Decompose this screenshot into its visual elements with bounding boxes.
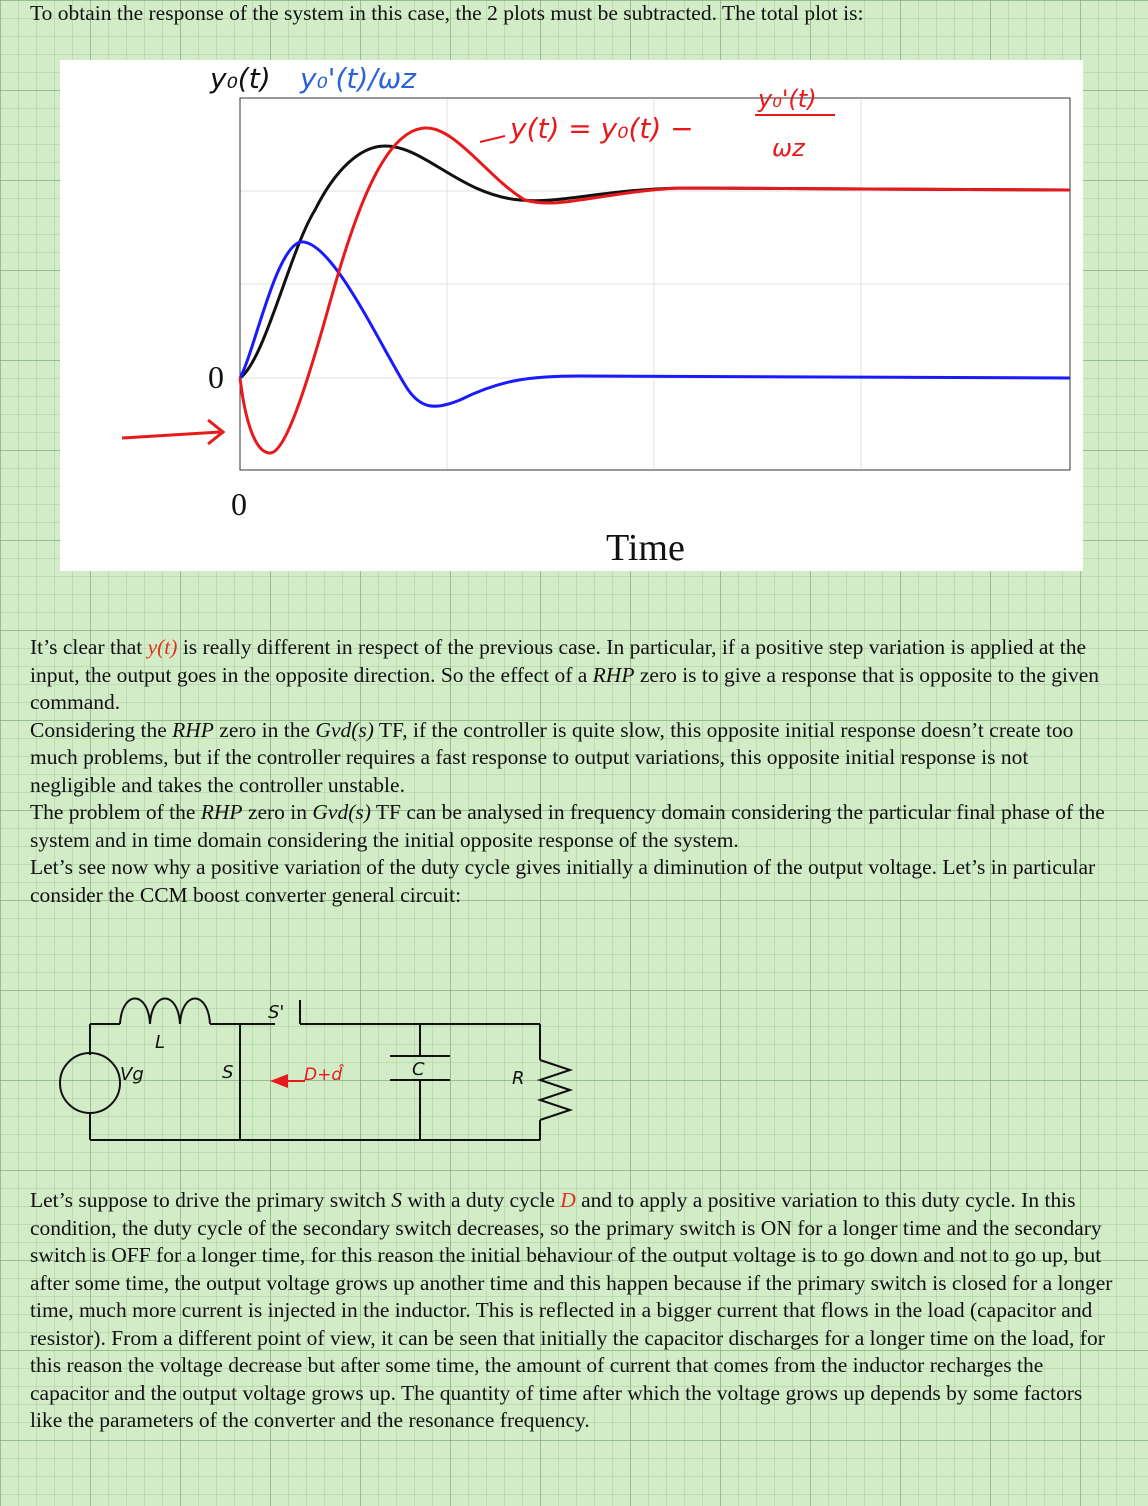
voltage-source-icon: [60, 1053, 120, 1113]
boost-converter-circuit: [50, 980, 590, 1170]
body-paragraph: [30, 799, 1116, 854]
text-run: TF, if the controller is quite slow, this opposite initial response doesn’t create too much problems, but if the controller requires a fast response to output variations, this opposite initial response is not negligible and takes the controller unstable.: [30, 717, 1074, 797]
annotation-y0: y₀(t): [210, 62, 271, 95]
text-run: with a duty cycle: [402, 1188, 561, 1212]
series-line-blue: [240, 242, 1070, 406]
label-s-prime: S': [268, 1002, 285, 1023]
text-run: The problem of the: [30, 800, 201, 824]
annotation-red-pointer: [480, 136, 505, 142]
body-paragraph: [30, 717, 1116, 800]
label-s: S: [222, 1062, 234, 1083]
x-axis-label: Time: [606, 527, 685, 569]
label-vg: Vg: [120, 1064, 144, 1085]
text-run: is really different in respect of the previous case. In particular, if a positive step variation is applied at the input, the output goes in the opposite direction. So the effect of a: [30, 635, 1087, 687]
body-paragraphs: [30, 634, 1116, 909]
annotation-fraction-den: ωz: [772, 134, 805, 162]
text-run: zero is to give a response that is opposite to the given command.: [30, 662, 1100, 714]
series-line-black: [240, 146, 1070, 378]
bottom-paragraph: [30, 1187, 1116, 1435]
chart-grid: [240, 98, 1070, 470]
italic-term: S: [391, 1188, 402, 1212]
resistor-icon: [540, 1060, 570, 1120]
label-l: L: [155, 1032, 166, 1053]
annotation-y0prime: y₀'(t)/ωz: [300, 62, 416, 95]
step-response-figure: [60, 60, 1083, 571]
highlighted-term: y(t): [147, 635, 178, 659]
x-tick-zero: 0: [231, 486, 247, 522]
red-arrow-icon: [122, 420, 223, 444]
body-paragraph: [30, 854, 1116, 909]
text-run: zero in: [242, 800, 313, 824]
label-c: C: [412, 1059, 425, 1080]
inductor-icon: [120, 999, 210, 1025]
label-r: R: [512, 1068, 525, 1089]
italic-term: RHP: [592, 662, 635, 687]
duty-arrow-icon: [270, 1064, 345, 1088]
text-run: It’s clear that: [30, 635, 148, 659]
label-duty: D+d̂: [304, 1065, 343, 1085]
annotation-y-equation: y(t) = y₀(t) −: [510, 112, 694, 145]
annotation-fraction-num: y₀'(t): [758, 85, 817, 113]
italic-term: RHP: [172, 717, 214, 742]
body-paragraph: [30, 634, 1116, 717]
text-run: Let’s suppose to drive the primary switch: [30, 1188, 392, 1212]
text-run: zero in the: [213, 717, 316, 742]
step-response-chart: [60, 60, 1083, 571]
highlighted-term: D: [560, 1188, 576, 1212]
text-run: and to apply a positive variation to this duty cycle. In this condition, the duty cycle of the secondary switch decreases, so the primary switch is ON for a longer time and the secondary switch is OFF for a longer time, for this reason the initial behaviour of the output voltage is to go down and not to go up, but after some time, the output voltage grows up another time and this happen because if the primary switch is closed for a longer time, much more current is injected in the inductor. This is reflected in a bigger current that flows in the load (capacitor and resistor). From a different point of view, it can be seen that initially the capacitor discharges for a longer time on the load, for this reason the voltage decrease but after some time, the amount of current that comes from the inductor recharges the capacitor and the output voltage grows up. The quantity of time after which the voltage grows up depends by some factors like the parameters of the converter and the resonance frequency.: [30, 1188, 1113, 1432]
text-run: Considering the: [30, 717, 173, 742]
italic-term: Gvd(s): [312, 800, 371, 824]
intro-paragraph: To obtain the response of the system in this case, the 2 plots must be subtracted. The total plot is:: [30, 1, 864, 25]
italic-term: Gvd(s): [315, 717, 374, 742]
text-run: TF can be analysed in frequency domain considering the particular final phase of the system and in time domain considering the initial opposite response of the system.: [30, 800, 1105, 852]
series-line-red: [240, 128, 1070, 453]
italic-term: RHP: [200, 800, 243, 824]
y-tick-zero: 0: [208, 359, 224, 395]
text-run: Let’s see now why a positive variation of the duty cycle gives initially a diminution of the output voltage. Let’s in particular consider the CCM boost converter general circuit:: [30, 855, 1096, 907]
